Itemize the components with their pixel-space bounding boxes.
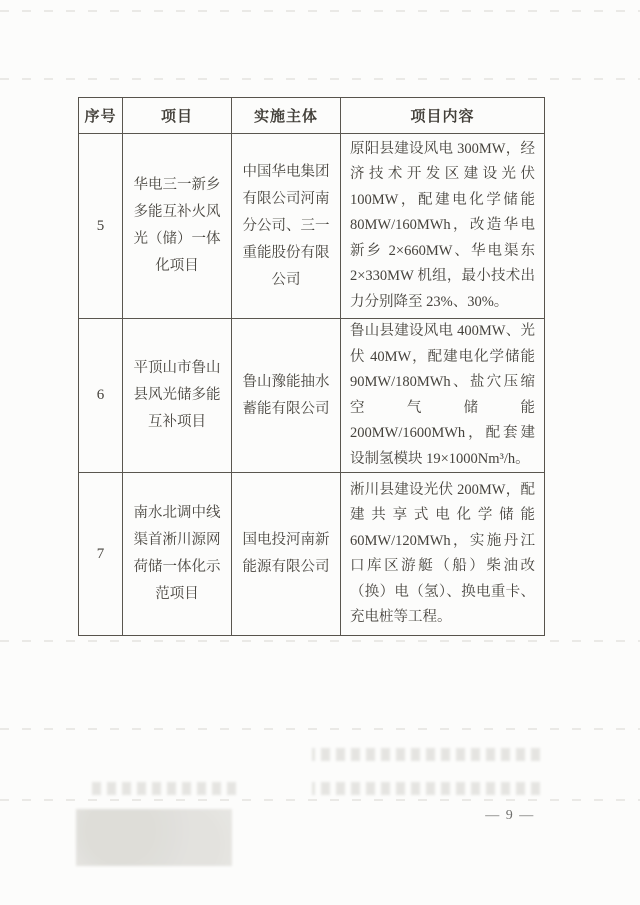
scan-streak-artifact <box>0 640 640 642</box>
table-header-no: 序号 <box>79 98 123 134</box>
table-row-7-entity: 国电投河南新能源有限公司 <box>232 473 341 635</box>
table-row-5-content <box>341 134 544 319</box>
scan-streak-artifact <box>0 78 640 80</box>
table-row-6-entity: 鲁山豫能抽水蓄能有限公司 <box>232 319 341 473</box>
table-row-7-content <box>341 473 544 635</box>
bleedthrough-text-artifact <box>312 748 540 761</box>
table-row-7-project: 南水北调中线渠首淅川源网荷储一体化示范项目 <box>123 473 232 635</box>
table-row-5-project: 华电三一新乡多能互补火风光（储）一体化项目 <box>123 134 232 319</box>
scan-streak-artifact <box>0 10 640 12</box>
table-header-content: 项目内容 <box>341 98 544 134</box>
table-row-7-content-text: 淅川县建设光伏 200MW，配建共享式电化学储能 60MW/120MWh，实施丹江口库区游艇（船）柴油改（换）电（氢）、换电重卡、充电桩等工程。 <box>350 481 535 625</box>
table-row-7-no: 7 <box>79 473 123 635</box>
bleedthrough-text-artifact <box>90 782 236 795</box>
bleedthrough-image-artifact <box>76 809 232 866</box>
table-row-6-content <box>341 319 544 473</box>
scan-streak-artifact <box>0 799 640 801</box>
table-row-6-project: 平顶山市鲁山县风光储多能互补项目 <box>123 319 232 473</box>
scan-streak-artifact <box>0 728 640 730</box>
table-row-5-no: 5 <box>79 134 123 319</box>
table-header-entity: 实施主体 <box>232 98 341 134</box>
bleedthrough-text-artifact <box>312 782 540 795</box>
table-row-5-entity: 中国华电集团有限公司河南分公司、三一重能股份有限公司 <box>232 134 341 319</box>
table-row-5-content-text: 原阳县建设风电 300MW，经济技术开发区建设光伏 100MW，配建电化学储能 80MW/160MWh，改造华电新乡 2×660MW、华电渠东 2×330MW 机组，最小技术出力分别降至 23%、30%。 <box>350 140 535 310</box>
page-number: — 9 — <box>485 808 535 823</box>
table-header-project: 项目 <box>123 98 232 134</box>
table-row-6-no: 6 <box>79 319 123 473</box>
table-row-6-content-text: 鲁山县建设风电 400MW、光伏 40MW，配建电化学储能 90MW/180MWh、盐穴压缩空气储能 200MW/1600MWh，配套建设制氢模块 19×1000Nm³/h。 <box>350 323 535 467</box>
projects-table <box>78 97 545 636</box>
